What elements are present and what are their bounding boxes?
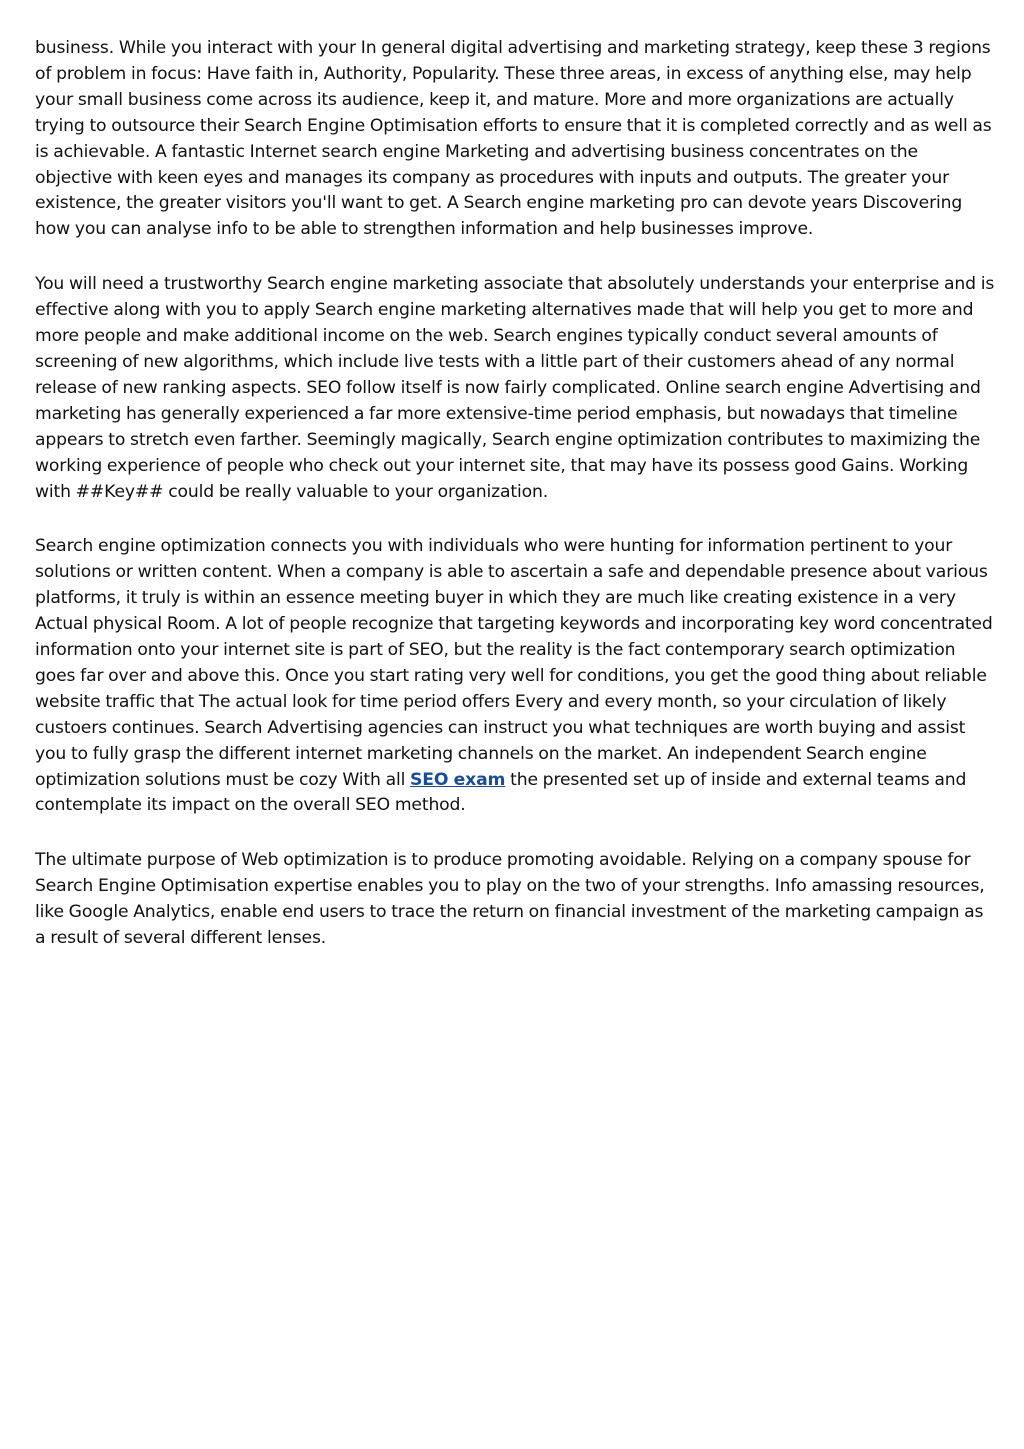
- paragraph-1: business. While you interact with your In general digital advertising and marketing strategy, keep these 3 regions of problem in focus: Have faith in, Authority, Popularity. These three areas, in excess of anything else, may help your small business come across its audience, keep it, and mature. More and more organizations are actually trying to outsource their Search Engine Optimisation efforts to ensure that it is completed correctly and as well as is achievable. A fantastic Internet search engine Marketing and advertising business concentrates on the objective with keen eyes and manages its company as procedures with inputs and outputs. The greater your existence, the greater visitors you'll want to get. A Search engine marketing pro can devote years Discovering how you can analyse info to be able to strengthen information and help businesses improve.: [35, 38, 992, 240]
- paragraph-2: You will need a trustworthy Search engine marketing associate that absolutely understands your enterprise and is effective along with you to apply Search engine marketing alternatives made that will help you get to more and more people and make additional income on the web. Search engines typically conduct several amounts of screening of new algorithms, which include live tests with a little part of their customers ahead of any normal release of new ranking aspects. SEO follow itself is now fairly complicated. Online search engine Advertising and marketing has generally experienced a far more extensive-time period emphasis, but nowadays that timeline appears to stretch even farther. Seemingly magically, Search engine optimization contributes to maximizing the working experience of people who check out your internet site, that may have its possess good Gains. Working with ##Key## could be really valuable to your organization.: [35, 274, 995, 502]
- paragraph-3-text-before-link: Search engine optimization connects you with individuals who were hunting for information pertinent to your solutions or written content. When a company is able to ascertain a safe and dependable presence about various platforms, it truly is within an essence meeting buyer in which they are much like creating existence in a very Actual physical Room. A lot of people recognize that targeting keywords and incorporating key word concentrated information onto your internet site is part of SEO, but the reality is the fact contemporary search optimization goes far over and above this. Once you start rating very well for conditions, you get the good thing about reliable website traffic that The actual look for time period offers Every and every month, so your circulation of likely custoers continues. Search Advertising agencies can instruct you what techniques are worth buying and assist you to fully grasp the different internet marketing channels on the market. An independent Search engine optimization solutions must be cozy With all: [35, 536, 993, 790]
- seo-exam-link[interactable]: SEO exam: [410, 769, 506, 790]
- paragraph-4: The ultimate purpose of Web optimization is to produce promoting avoidable. Relying on a company spouse for Search Engine Optimisation expertise enables you to play on the two of your strengths. Info amassing resources, like Google Analytics, enable end users to trace the return on financial investment of the marketing campaign as a result of several different lenses.: [35, 850, 985, 949]
- paragraph-3: [35, 534, 995, 819]
- document-body: [35, 36, 995, 981]
- paragraph-3-text-after-link: the presented set up of inside and external teams and contemplate its impact on the overall SEO method.: [35, 769, 967, 816]
